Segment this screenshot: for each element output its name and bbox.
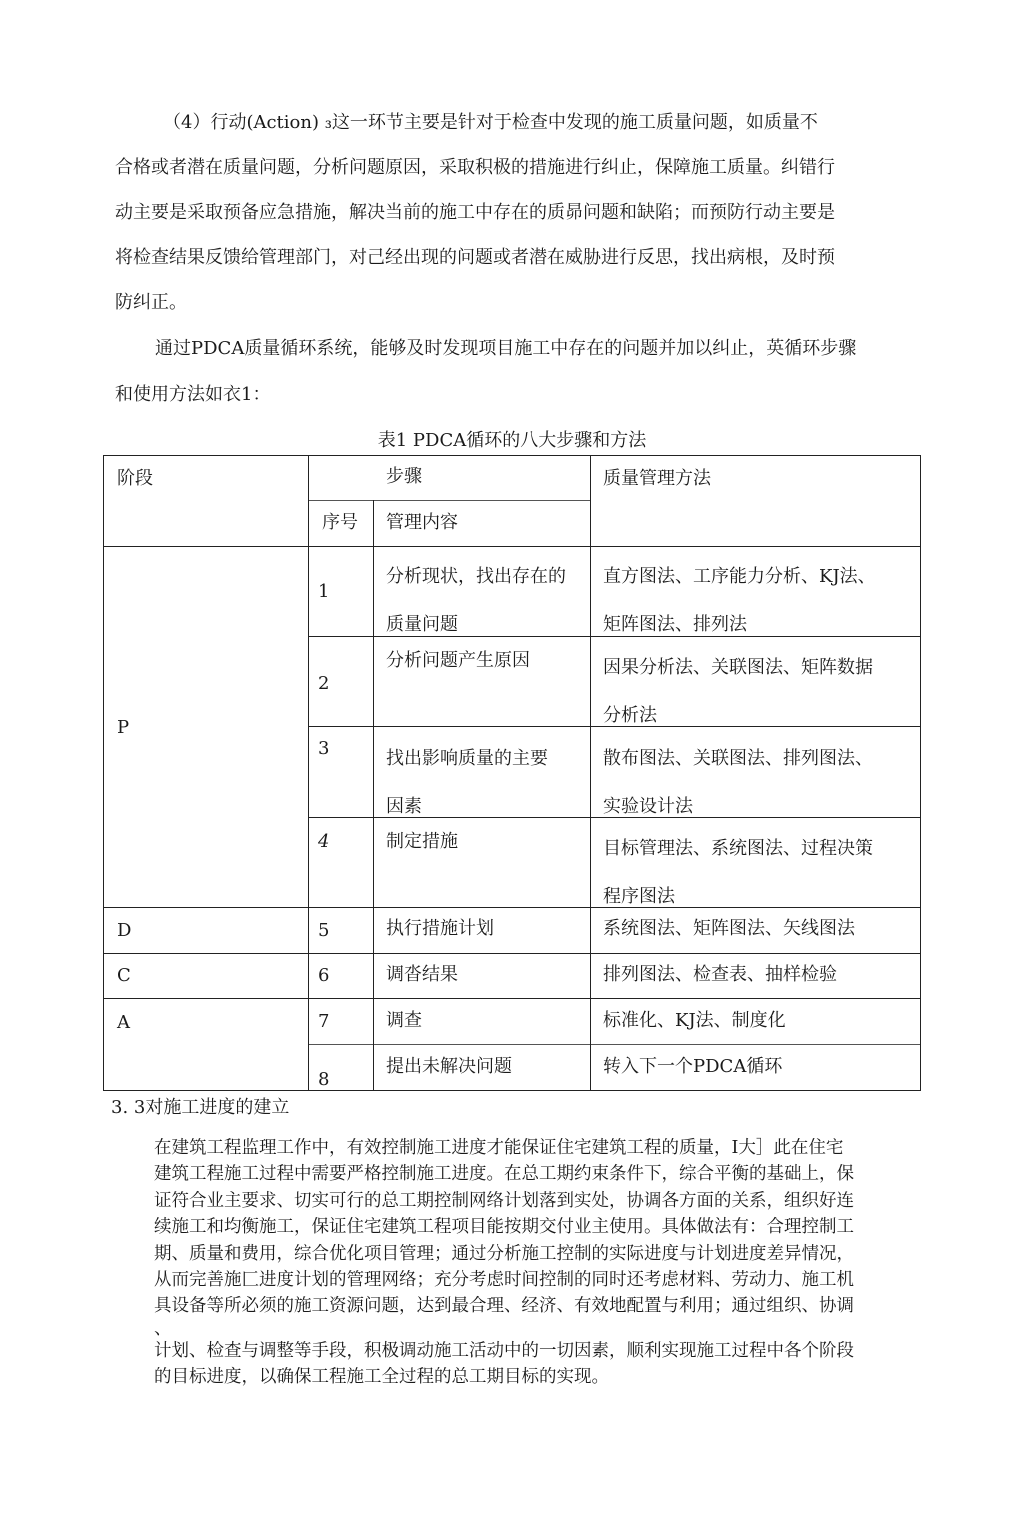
intro-line-3: 动主要是采取预备应急措施，解决当前的施工中存在的质昴问题和缺陷；而预防行动主要是 [115,202,835,223]
row-content: 制定措施 [386,831,458,852]
header-no: 序号 [322,512,358,533]
row-method: 排列图法、检查表、抽样检验 [603,964,837,985]
row-no: 1 [318,581,330,602]
row-content: 找出影响质量的主要 因素 [386,748,548,817]
row-no: 5 [318,920,330,941]
row-method: 因果分析法、关联图法、矩阵数据 分析法 [603,657,873,726]
row-content: 调沓结果 [386,964,458,985]
stage-c: C [117,965,131,986]
row-content: 调查 [386,1010,422,1031]
row-method: 直方图法、工序能力分析、KJ法、 矩阵图法、排列法 [603,566,876,635]
row-method: 系统图法、矩阵图法、矢线图法 [603,918,855,939]
row-method: 标准化、KJ法、制度化 [603,1010,786,1031]
header-stage: 阶段 [117,468,153,489]
table-caption: 表1 PDCA循环的八大步骤和方法 [377,430,647,451]
intro-line-2: 合格或者潜在质量问题，分析问题原因，采取积极的措施进行纠止，保障施工质量。纠错行 [115,157,835,178]
row-no: 7 [318,1011,330,1032]
row-no: 3 [318,738,330,759]
row-content: 分析问题产生原因 [386,650,530,671]
header-steps: 步骤 [386,466,422,487]
row-no: 2 [318,673,330,694]
row-method: 目标管理法、系统图法、过程决策 程序图法 [603,838,873,907]
row-no: 4 [318,831,330,852]
row-no: 8 [318,1069,330,1090]
header-method: 质量管理方法 [603,468,711,489]
stage-a: A [117,1012,130,1033]
intro-line-5: 防纠正。 [115,292,187,313]
pdca-para-line-2: 和使用方法如衣1： [115,384,271,405]
row-content: 提出未解决问题 [386,1056,512,1077]
row-content: 分析现状，找出存在的 质量问题 [386,566,566,635]
pdca-table [103,455,921,1091]
section-paragraph: 在建筑工程监理工作中，有效控制施工进度才能保证住宅建筑工程的质量，I大］此在住宅 建筑工程施工过程中需要严格控制施工进度。在总工期约束条件下，综合平衡的基础上，保 证符合业主要求、切实可行的总工期控制网络计划落到实处，协调各方面的关系，组织好连 续施工和均衡施工，保证住宅建筑工程项目能按期交付业主使用。具体做法有：合理控制工 期、质量和费用，综合优化项目管理；通过分析施工控制的实际进度与计划进度差异情况， 从而完善施匚进度计划的管理网络；充分考虑时间控制的同时还考虑材料、劳动力、施工机 具设备等所必须的施工资源问题，达到最合理、经济、有效地配置与利用；通过组织、协调 、 计划、检查与调整等手段，积极调动施工活动中的一切因素，顺利实现施工过程中各个阶段 的目标进度，以确保工程施工全过程的总工期目标的实现。 [154,1138,854,1388]
row-no: 6 [318,965,330,986]
header-content: 管理内容 [386,512,458,533]
pdca-para-line-1: 通过PDCA质量循环系统，能够及时发现项目施工中存在的问题并加以纠止，英循环步骤 [155,338,857,359]
row-method: 散布图法、关联图法、排列图法、 实验设计法 [603,748,873,817]
stage-p: P [117,717,130,738]
intro-line-4: 将检查结果反馈给管理部门，对己经出现的问题或者潜在威胁进行反思，找出病根，及时预 [115,247,835,268]
stage-d: D [117,920,132,941]
row-method: 转入下一个PDCA循环 [603,1056,783,1077]
row-content: 执行措施计划 [386,918,494,939]
section-heading: 3. 3对施工进度的建立 [111,1097,290,1118]
intro-line-1: （4）行动(Action) ₃这一环节主要是针对于检查中发现的施工质量问题，如质量不 [163,112,818,133]
